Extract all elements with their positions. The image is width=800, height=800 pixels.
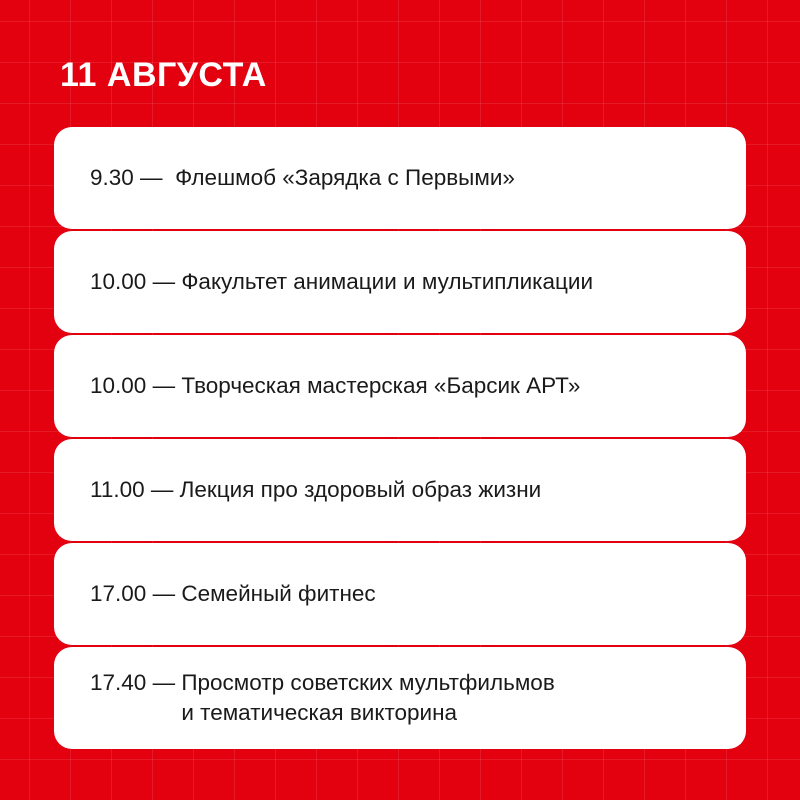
dashed-divider bbox=[54, 229, 746, 231]
event-title: Факультет анимации и мультипликации bbox=[181, 269, 594, 294]
schedule-item-content bbox=[90, 579, 376, 609]
time-separator: — bbox=[146, 581, 182, 606]
time-separator: — bbox=[133, 165, 176, 190]
event-time: 10.00 bbox=[90, 269, 147, 294]
dashed-divider bbox=[54, 333, 746, 335]
event-time: 17.40 bbox=[90, 670, 147, 695]
event-title: Лекция про здоровый образ жизни bbox=[179, 477, 542, 502]
schedule-item-content bbox=[90, 475, 541, 505]
event-time: 11.00 bbox=[90, 477, 145, 502]
time-separator: — bbox=[146, 670, 182, 695]
schedule-item bbox=[54, 127, 746, 229]
event-time: 10.00 bbox=[90, 373, 147, 398]
page-title: 11 АВГУСТА bbox=[60, 56, 267, 94]
dashed-divider bbox=[54, 541, 746, 543]
time-separator: — bbox=[144, 477, 180, 502]
event-time: 9.30 bbox=[90, 165, 134, 190]
event-title: Флешмоб «Зарядка с Первыми» bbox=[175, 165, 515, 190]
schedule-item bbox=[54, 647, 746, 749]
schedule-item-content bbox=[90, 163, 515, 193]
schedule-item bbox=[54, 439, 746, 541]
schedule-item-content bbox=[90, 668, 555, 728]
schedule-item bbox=[54, 335, 746, 437]
dashed-divider bbox=[54, 645, 746, 647]
schedule-item bbox=[54, 231, 746, 333]
event-title: Творческая мастерская «Барсик АРТ» bbox=[181, 373, 581, 398]
schedule-item-content bbox=[90, 371, 580, 401]
schedule-list bbox=[54, 127, 746, 749]
time-separator: — bbox=[146, 269, 182, 294]
event-title: Семейный фитнес bbox=[181, 581, 376, 606]
schedule-item-content bbox=[90, 267, 593, 297]
time-separator: — bbox=[146, 373, 182, 398]
schedule-item bbox=[54, 543, 746, 645]
event-time: 17.00 bbox=[90, 581, 147, 606]
dashed-divider bbox=[54, 437, 746, 439]
event-title: Просмотр советских мультфильмов и тематическая викторина bbox=[181, 670, 555, 725]
